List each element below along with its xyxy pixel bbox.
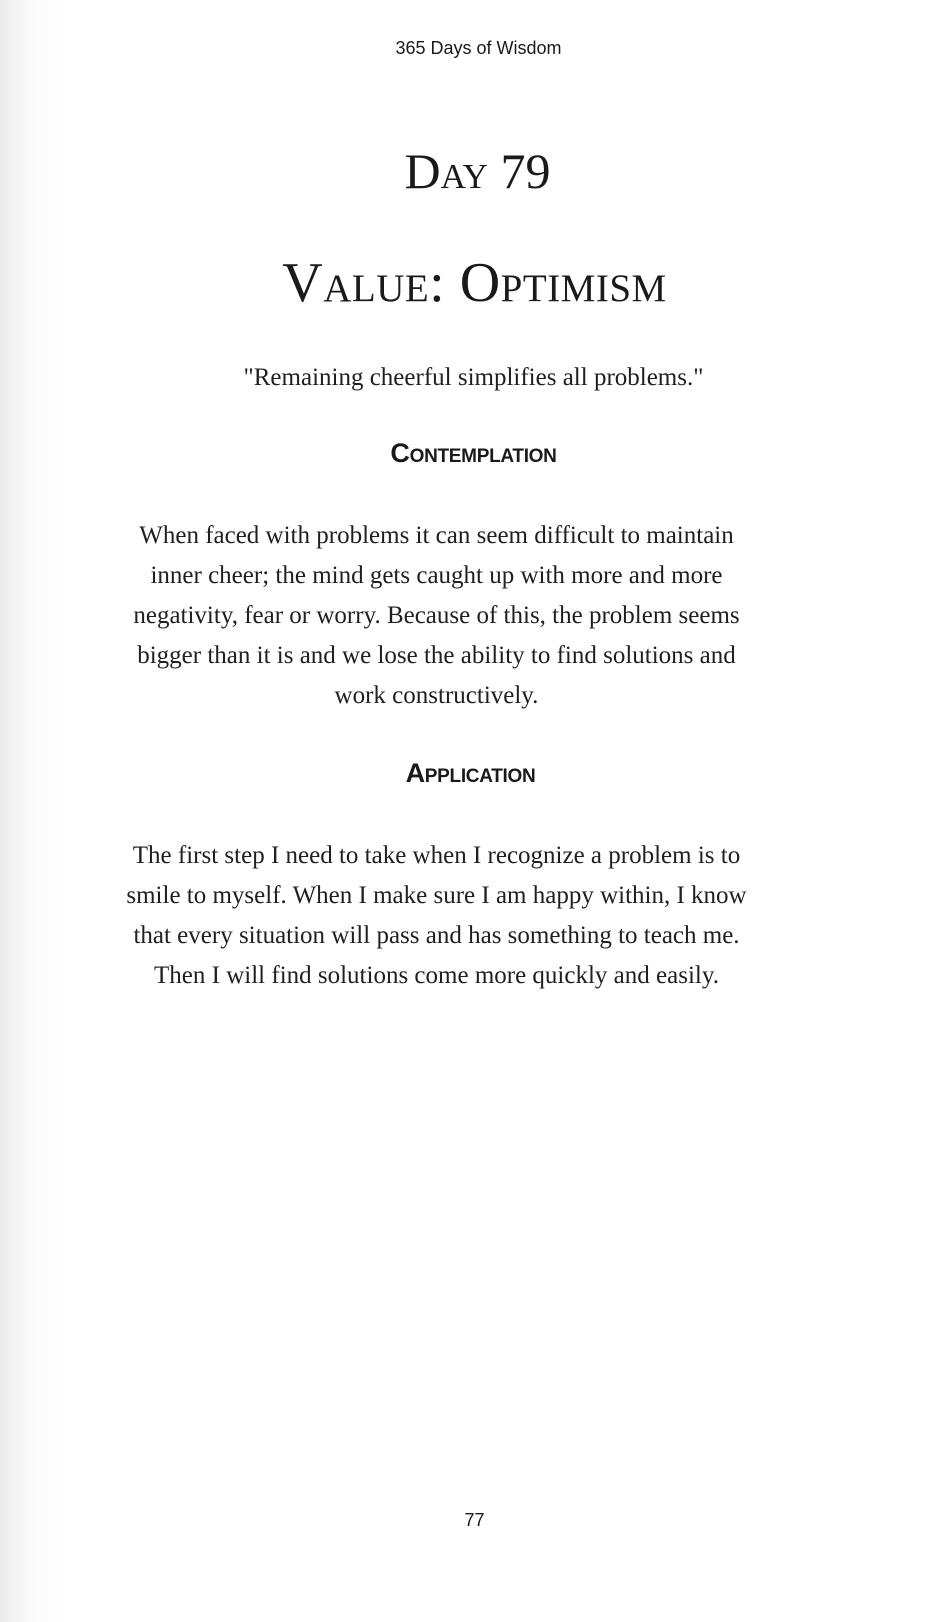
contemplation-line: bigger than it is and we lose the ability to find solutions and [137,642,736,669]
application-paragraph [24,836,849,996]
contemplation-line: inner cheer; the mind gets caught up with more and more [150,562,723,589]
running-head: 365 Days of Wisdom [395,38,562,58]
day-heading: Day 79 [404,143,551,199]
application-line: The first step I need to take when I recognize a problem is to [132,842,741,869]
application-line: Then I will find solutions come more quickly and easily. [154,962,719,989]
value-heading: Value: Optimism [282,252,667,314]
contemplation-heading: Contemplation [390,438,557,468]
contemplation-line: When faced with problems it can seem difficult to maintain [139,522,734,549]
application-heading: Application [405,758,536,788]
contemplation-line: negativity, fear or worry. Because of this, the problem seems [133,602,740,629]
application-line: that every situation will pass and has something to teach me. [133,922,740,949]
page-number: 77 [464,1510,485,1530]
application-line: smile to myself. When I make sure I am happy within, I know [126,882,747,909]
contemplation-paragraph [24,516,849,716]
quote: "Remaining cheerful simplifies all problems." [243,364,704,391]
contemplation-line: work constructively. [334,682,539,709]
